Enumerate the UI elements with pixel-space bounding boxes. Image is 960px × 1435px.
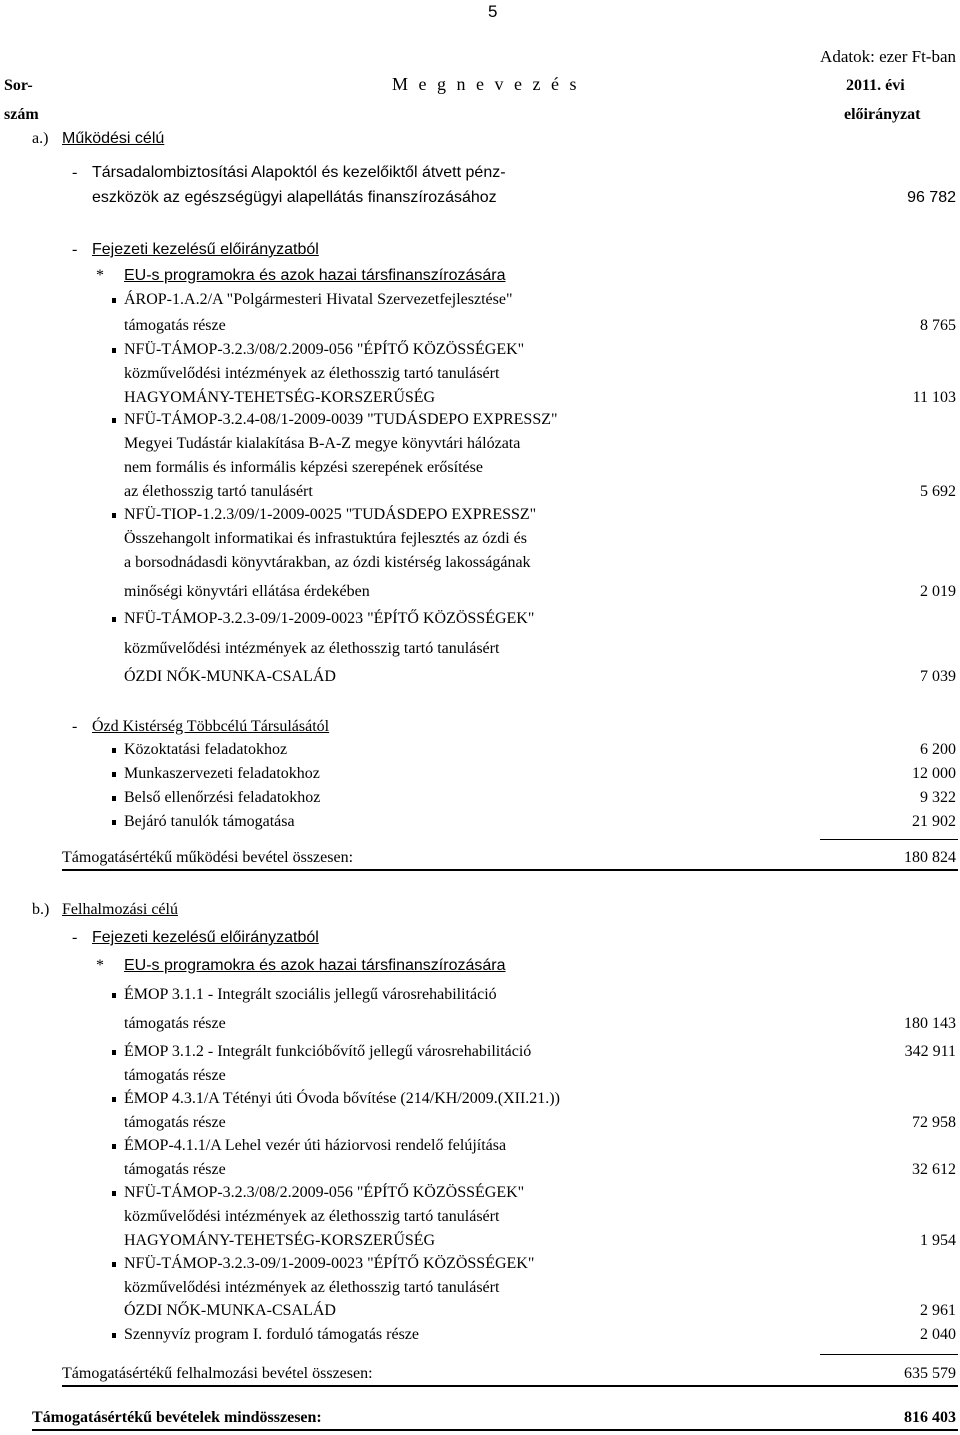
bullet-marker [112, 1144, 116, 1149]
col-appropriation-header: előirányzat [844, 106, 921, 123]
section-b-title: Felhalmozási célú [62, 901, 178, 918]
dash-marker: - [72, 241, 78, 258]
nfu-a2-line-3: nem formális és informális képzési szerepének erősítése [124, 459, 483, 476]
nfu-b2-line-3: ÓZDI NŐK-MUNKA-CSALÁD [124, 1302, 336, 1319]
subtotal-rule [820, 1354, 958, 1355]
tiop-line-2: Összehangolt informatikai és infrastuktúra fejlesztés az ózdi és [124, 530, 527, 547]
section-b-label: b.) [32, 901, 50, 918]
oep-line-1: Társadalombiztosítási Alapoktól és kezelőiktől átvett pénz- [92, 164, 506, 181]
nfu-b1-line-2: közművelődési intézmények az élethosszig tartó tanulásért [124, 1208, 500, 1225]
bullet-marker [112, 617, 116, 622]
emop3-amount: 72 958 [912, 1114, 956, 1131]
ozd-item-label: Belső ellenőrzési feladatokhoz [124, 789, 321, 806]
bullet-marker [112, 993, 116, 998]
col-num-header-2: szám [4, 106, 39, 123]
emop4-line-1: ÉMOP-4.1.1/A Lehel vezér úti háziorvosi rendelő felújítása [124, 1137, 507, 1154]
nfu-b2-amount: 2 961 [920, 1302, 956, 1319]
arop-line-2: támogatás része [124, 317, 226, 334]
szennyviz-amount: 2 040 [920, 1326, 956, 1343]
section-a-total-rule [62, 869, 958, 871]
emop2-line-2: támogatás része [124, 1067, 226, 1084]
section-a-title: Működési célú [62, 130, 165, 147]
arop-amount: 8 765 [920, 317, 956, 334]
eu-title-b: EU-s programokra és azok hazai társfinanszírozására [124, 957, 506, 974]
grand-total-rule [32, 1429, 958, 1431]
oep-line-2: eszközök az egészségügyi alapellátás finanszírozásához [92, 189, 497, 206]
bullet-marker [112, 820, 116, 825]
emop3-line-1: ÉMOP 4.3.1/A Tétényi úti Óvoda bővítése (214/KH/2009.(XII.21.)) [124, 1090, 560, 1107]
dash-marker: - [72, 718, 78, 735]
col-num-header-1: Sor- [4, 77, 33, 94]
page-number: 5 [488, 2, 498, 21]
ozd-item-amount: 21 902 [912, 813, 956, 830]
emop2-amount: 342 911 [904, 1043, 956, 1060]
bullet-marker [112, 1262, 116, 1267]
nfu-a1-amount: 11 103 [912, 389, 956, 406]
star-marker: * [96, 957, 104, 974]
nfu-b2-line-1: NFÜ-TÁMOP-3.2.3-09/1-2009-0023 "ÉPÍTŐ KÖZÖSSÉGEK" [124, 1255, 535, 1272]
dash-marker: - [72, 929, 78, 946]
ozd-title: Ózd Kistérség Többcélú Társulásától [92, 718, 330, 735]
nfu-a3-amount: 7 039 [920, 668, 956, 685]
dash-marker: - [72, 164, 78, 181]
ozd-item-label: Munkaszervezeti feladatokhoz [124, 765, 320, 782]
fejezeti-title-a: Fejezeti kezelésű előirányzatból [92, 241, 319, 258]
nfu-b1-line-1: NFÜ-TÁMOP-3.2.3/08/2.2009-056 "ÉPÍTŐ KÖZÖSSÉGEK" [124, 1184, 525, 1201]
bullet-marker [112, 1097, 116, 1102]
section-b-total-label: Támogatásértékű felhalmozási bevétel összesen: [62, 1365, 373, 1382]
nfu-b1-line-3: HAGYOMÁNY-TEHETSÉG-KORSZERŰSÉG [124, 1232, 436, 1249]
nfu-b1-amount: 1 954 [920, 1232, 956, 1249]
fejezeti-title-b: Fejezeti kezelésű előirányzatból [92, 929, 319, 946]
section-a-total-label: Támogatásértékű működési bevétel összesen: [62, 849, 354, 866]
ozd-item-amount: 6 200 [920, 741, 956, 758]
nfu-a3-line-2: közművelődési intézmények az élethosszig tartó tanulásért [124, 640, 500, 657]
emop3-line-2: támogatás része [124, 1114, 226, 1131]
emop4-amount: 32 612 [912, 1161, 956, 1178]
col-year-header: 2011. évi [846, 77, 905, 94]
ozd-item-label: Bejáró tanulók támogatása [124, 813, 295, 830]
bullet-marker [112, 1191, 116, 1196]
ozd-item-amount: 12 000 [912, 765, 956, 782]
grand-total-label: Támogatásértékű bevételek mindösszesen: [32, 1409, 322, 1426]
nfu-a2-line-1: NFÜ-TÁMOP-3.2.4-08/1-2009-0039 "TUDÁSDEPO EXPRESSZ" [124, 411, 558, 428]
arop-line-1: ÁROP-1.A.2/A "Polgármesteri Hivatal Szervezetfejlesztése" [124, 291, 513, 308]
bullet-marker [112, 418, 116, 423]
section-b-total-rule [62, 1385, 958, 1387]
section-a-label: a.) [32, 130, 49, 147]
unit-note: Adatok: ezer Ft-ban [820, 47, 956, 66]
subtotal-rule [820, 839, 958, 840]
section-a-total-amount: 180 824 [904, 849, 956, 866]
nfu-a3-line-1: NFÜ-TÁMOP-3.2.3-09/1-2009-0023 "ÉPÍTŐ KÖZÖSSÉGEK" [124, 610, 535, 627]
tiop-amount: 2 019 [920, 583, 956, 600]
tiop-line-1: NFÜ-TIOP-1.2.3/09/1-2009-0025 "TUDÁSDEPO EXPRESSZ" [124, 506, 537, 523]
eu-title-a: EU-s programokra és azok hazai társfinanszírozására [124, 267, 506, 284]
szennyviz-line-1: Szennyvíz program I. forduló támogatás része [124, 1326, 420, 1343]
ozd-item-amount: 9 322 [920, 789, 956, 806]
bullet-marker [112, 796, 116, 801]
grand-total-amount: 816 403 [904, 1409, 956, 1426]
section-b-total-amount: 635 579 [904, 1365, 956, 1382]
nfu-a1-line-2: közművelődési intézmények az élethosszig tartó tanulásért [124, 365, 500, 382]
bullet-marker [112, 348, 116, 353]
nfu-a1-line-1: NFÜ-TÁMOP-3.2.3/08/2.2009-056 "ÉPÍTŐ KÖZÖSSÉGEK" [124, 341, 525, 358]
bullet-marker [112, 748, 116, 753]
bullet-marker [112, 1333, 116, 1338]
nfu-a2-line-4: az élethosszig tartó tanulásért [124, 483, 313, 500]
tiop-line-4: minőségi könyvtári ellátása érdekében [124, 583, 370, 600]
nfu-b2-line-2: közművelődési intézmények az élethosszig tartó tanulásért [124, 1279, 500, 1296]
oep-amount: 96 782 [907, 189, 956, 206]
ozd-item-label: Közoktatási feladatokhoz [124, 741, 288, 758]
nfu-a2-amount: 5 692 [920, 483, 956, 500]
bullet-marker [112, 298, 116, 303]
bullet-marker [112, 1050, 116, 1055]
bullet-marker [112, 772, 116, 777]
emop1-line-2: támogatás része [124, 1015, 226, 1032]
nfu-a1-line-3: HAGYOMÁNY-TEHETSÉG-KORSZERŰSÉG [124, 389, 436, 406]
bullet-marker [112, 513, 116, 518]
star-marker: * [96, 267, 104, 284]
emop2-line-1: ÉMOP 3.1.2 - Integrált funkcióbővítő jellegű városrehabilitáció [124, 1043, 532, 1060]
nfu-a3-line-3: ÓZDI NŐK-MUNKA-CSALÁD [124, 668, 336, 685]
emop4-line-2: támogatás része [124, 1161, 226, 1178]
emop1-amount: 180 143 [904, 1015, 956, 1032]
tiop-line-3: a borsodnádasdi könyvtárakban, az ózdi kistérség lakosságának [124, 554, 531, 571]
emop1-line-1: ÉMOP 3.1.1 - Integrált szociális jellegű városrehabilitáció [124, 986, 497, 1003]
nfu-a2-line-2: Megyei Tudástár kialakítása B-A-Z megye könyvtári hálózata [124, 435, 521, 452]
col-name-header: M e g n e v e z é s [392, 74, 580, 94]
